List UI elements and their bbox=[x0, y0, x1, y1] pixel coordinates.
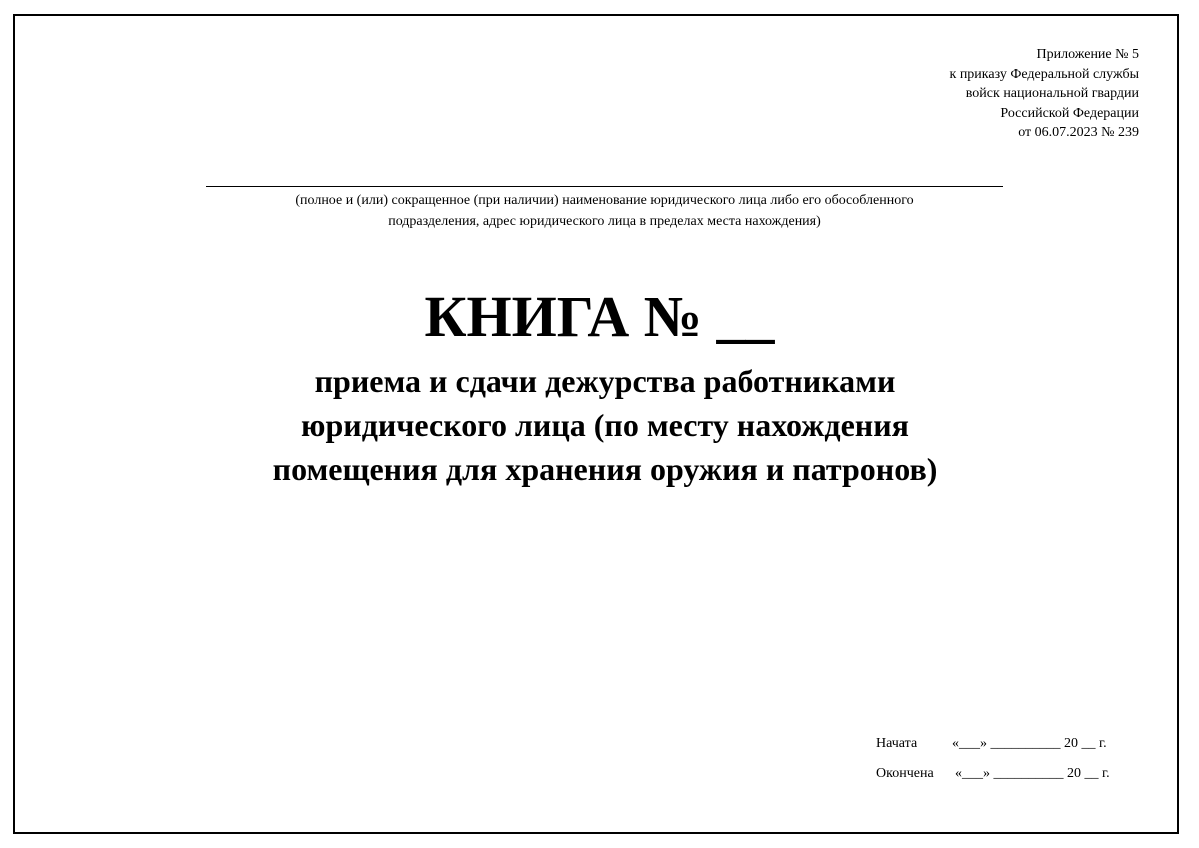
appendix-header bbox=[739, 45, 1139, 143]
started-label: Начата bbox=[876, 736, 918, 751]
ended-date-row bbox=[876, 759, 1110, 789]
started-date-value: «___» __________ 20 __ г. bbox=[952, 736, 1107, 751]
appendix-line: войск национальной гвардии bbox=[965, 86, 1139, 101]
organization-name-line bbox=[206, 186, 1003, 187]
appendix-line: Российской Федерации bbox=[1000, 105, 1139, 121]
ended-label: Окончена bbox=[876, 766, 934, 781]
book-subtitle-line: юридического лица (по месту нахождения bbox=[301, 407, 909, 443]
book-subtitle-line: приема и сдачи дежурства работниками bbox=[314, 363, 896, 399]
started-date-row bbox=[876, 729, 1110, 759]
book-subtitle-line: помещения для хранения оружия и патронов) bbox=[272, 451, 938, 487]
organization-caption-line: подразделения, адрес юридического лица в пределах места нахождения) bbox=[388, 214, 821, 229]
appendix-line: Приложение № 5 bbox=[1036, 47, 1139, 62]
book-subtitle bbox=[100, 359, 1110, 491]
book-dates bbox=[876, 729, 1110, 789]
book-title: КНИГА № __ bbox=[424, 284, 775, 349]
organization-caption bbox=[150, 190, 1059, 232]
ended-date-value: «___» __________ 20 __ г. bbox=[955, 766, 1110, 781]
appendix-line: к приказу Федеральной службы bbox=[949, 66, 1139, 82]
organization-caption-line: (полное и (или) сокращенное (при наличии) наименование юридического лица либо его обособленного bbox=[295, 193, 914, 208]
appendix-line: от 06.07.2023 № 239 bbox=[1018, 125, 1139, 140]
